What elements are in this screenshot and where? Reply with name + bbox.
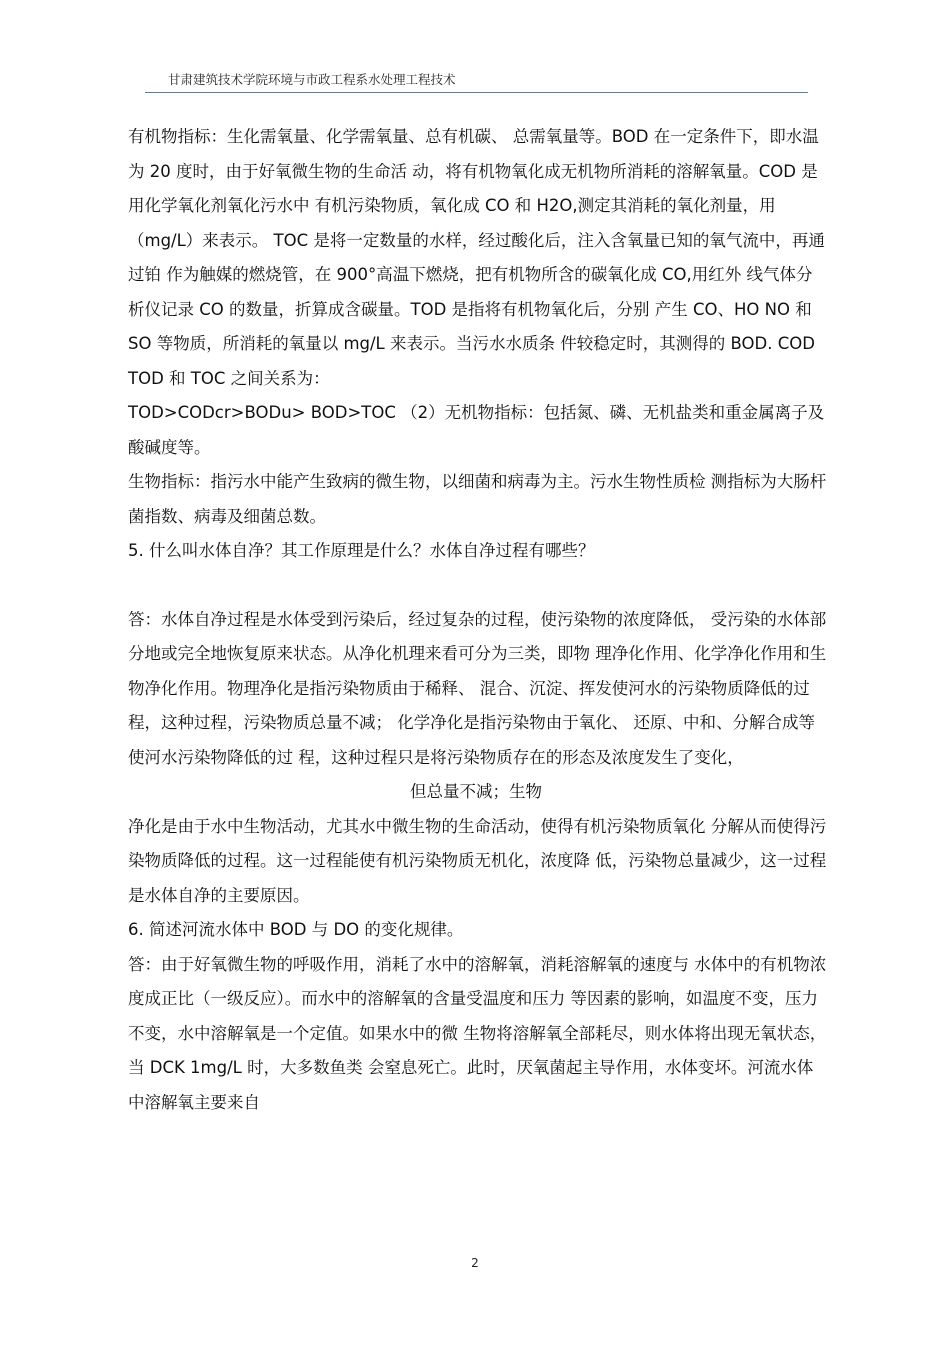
answer-5-text-b: 但总量不减；生物 <box>410 782 542 801</box>
answer-5-part-1 <box>128 603 828 810</box>
answer-6: 答：由于好氧微生物的呼吸作用，消耗了水中的溶解氧，消耗溶解氧的速度与 水体中的有机物浓度成正比（一级反应）。而水中的溶解氧的含量受温度和压力 等因素的影响，如温度不变，压力不变，水中溶解氧是一个定值。如果水中的微 生物将溶解氧全部耗尽，则水体将出现无氧状态，当 DCK 1mg/L 时，大多数鱼类 会窒息死亡。此时，厌氧菌起主导作用，水体变坏。河流水体中溶解氧主要来自 <box>128 954 827 1112</box>
question-6: 6. 简述河流水体中 BOD 与 DO 的变化规律。 <box>128 920 464 939</box>
answer-5-text-a: 答：水体自净过程是水体受到污染后，经过复杂的过程，使污染物的浓度降低， 受污染的水体部分地或完全地恢复原来状态。从净化机理来看可分为三类，即物 理净化作用、化学净化作用和生物净化作用。物理净化是指污染物质由于稀释、 混合、沉淀、挥发使河水的污染物质降低的过程，这种过程，污染物质总量不减； 化学净化是指污染物由于氧化、 还原、中和、分解合成等使河水污染物降低的过 程，这种过程只是将污染物质存在的形态及浓度发生了变化， <box>128 609 827 767</box>
document-body <box>128 120 828 1120</box>
page-header: 甘肃建筑技术学院环境与市政工程系水处理工程技术 <box>168 72 456 87</box>
blank-line <box>128 569 828 603</box>
question-5: 5. 什么叫水体自净？其工作原理是什么？水体自净过程有哪些？ <box>128 541 595 560</box>
paragraph-inorganic-indicators: TOD>CODcr>BODu> BOD>TOC （2）无机物指标：包括氮、磷、无机盐类和重金属离子及酸碱度等。 <box>128 403 825 457</box>
answer-5-part-2: 净化是由于水中生物活动，尤其水中微生物的生命活动，使得有机污染物质氧化 分解从而使得污染物质降低的过程。这一过程能使有机污染物质无机化，浓度降 低，污染物总量减少，这一过程是水体自净的主要原因。 <box>128 816 827 905</box>
page-number: 2 <box>471 1256 479 1270</box>
paragraph-organic-indicators: 有机物指标：生化需氧量、化学需氧量、总有机碳、 总需氧量等。BOD 在一定条件下，即水温为 20 度时，由于好氧微生物的生命活 动，将有机物氧化成无机物所消耗的溶解氧量。COD 是用化学氧化剂氧化污水中 有机污染物质，氧化成 CO 和 H2O,测定其消耗的氧化剂量，用（mg/L）来表示。 TOC 是将一定数量的水样，经过酸化后，注入含氧量已知的氧气流中，再通过铂 作为触媒的燃烧管，在 900°高温下燃烧，把有机物所含的碳氧化成 CO,用红外 线气体分析仪记录 CO 的数量，折算成含碳量。TOD 是指将有机物氧化后，分别 产生 CO、HO NO 和 SO 等物质，所消耗的氧量以 mg/L 来表示。当污水水质条 件较稳定时，其测得的 BOD. COD TOD 和 TOC 之间关系为： <box>128 127 825 388</box>
paragraph-biological-indicators: 生物指标：指污水中能产生致病的微生物，以细菌和病毒为主。污水生物性质检 测指标为大肠杆菌指数、病毒及细菌总数。 <box>128 472 827 526</box>
header-divider <box>145 92 808 93</box>
